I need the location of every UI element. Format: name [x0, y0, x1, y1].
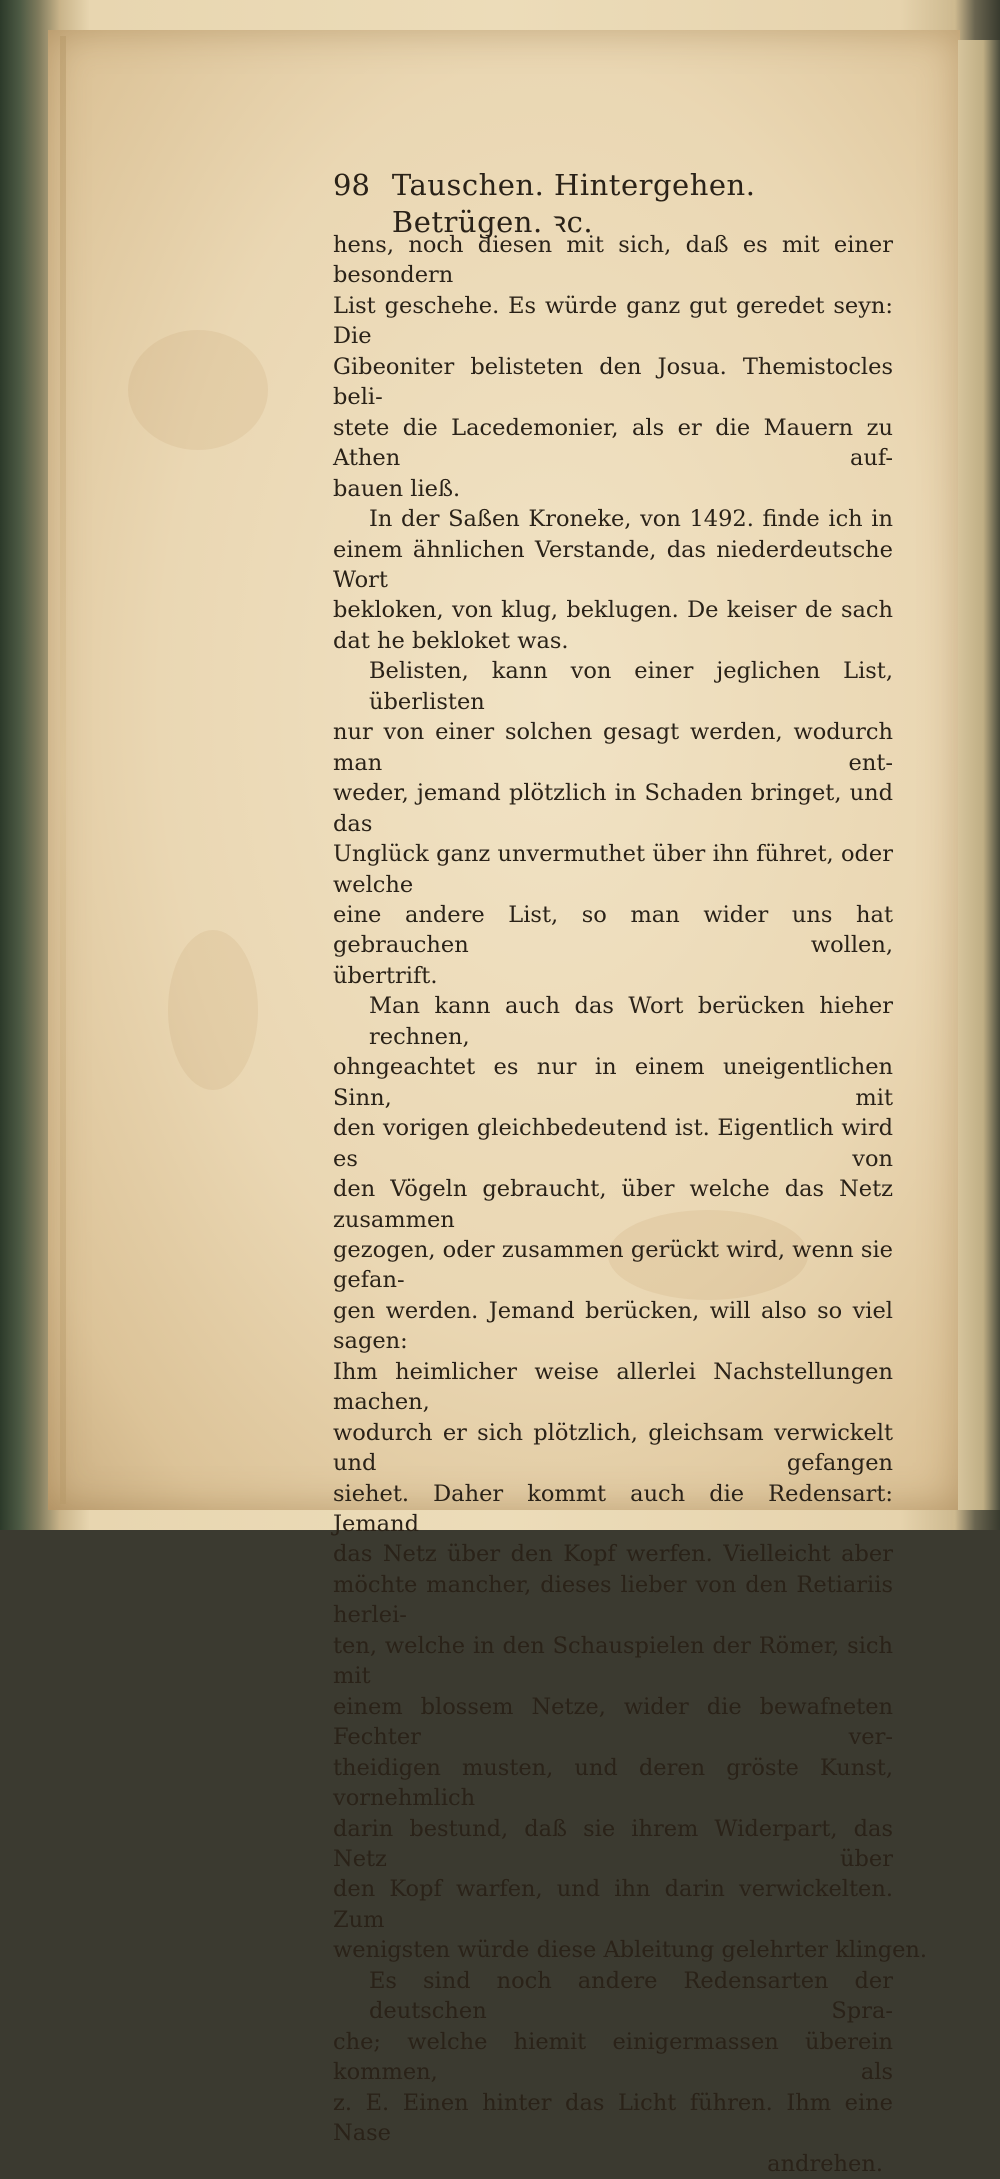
text-line: che; welche hiemit einigermassen überein kommen, als [333, 2028, 893, 2086]
text-line: ohngeachtet es nur in einem uneigentlichen Sinn, mit [333, 1054, 893, 1111]
text-line: Unglück ganz unvermuthet über ihn führet, oder welche [333, 841, 893, 898]
text-line: In der Saßen Kroneke, von 1492. finde ich in [369, 506, 893, 533]
text-line: übertrift. [333, 962, 438, 989]
text-line: bekloken, von klug, beklugen. De keiser de sach [333, 597, 893, 624]
page-header [333, 168, 893, 239]
next-page-edge [958, 40, 1000, 1510]
text-line: nur von einer solchen gesagt werden, wodurch man ent- [333, 719, 893, 776]
text-line: stete die Lacedemonier, als er die Mauern zu Athen auf- [333, 414, 893, 472]
text-line: weder, jemand plötzlich in Schaden bringet, und das [333, 780, 893, 837]
text-line: den Kopf warfen, und ihn darin verwickelten. Zum [333, 1876, 893, 1933]
text-line: siehet. Daher kommt auch die Redensart: Jemand [333, 1480, 893, 1538]
text-line: Gibeoniter belisteten den Josua. Themistocles beli- [333, 353, 893, 411]
text-line: das Netz über den Kopf werfen. Vielleicht aber [333, 1541, 893, 1568]
text-line: ten, welche in den Schauspielen der Römer, sich mit [333, 1632, 893, 1690]
text-line: Ihm heimlicher weise allerlei Nachstellungen machen, [333, 1358, 893, 1416]
page-edge [60, 36, 66, 1504]
text-line: eine andere List, so man wider uns hat gebrauchen wollen, [333, 901, 893, 959]
text-line: andrehen. [767, 2150, 883, 2177]
text-line: bauen ließ. [333, 475, 461, 502]
text-line: Es sind noch andere Redensarten der deutschen Spra- [369, 1967, 893, 2025]
text-line: Man kann auch das Wort berücken hieher rechnen, [369, 993, 893, 1050]
text-line: List geschehe. Es würde ganz gut geredet seyn: Die [333, 292, 893, 350]
body-text [333, 230, 928, 2179]
text-line: den Vögeln gebraucht, über welche das Netz zusammen [333, 1176, 893, 1233]
text-line: gezogen, oder zusammen gerückt wird, wenn sie gefan- [333, 1236, 893, 1294]
text-line: dat he bekloket was. [333, 627, 569, 654]
text-line: z. E. Einen hinter das Licht führen. Ihm eine Nase [333, 2089, 893, 2147]
text-line: theidigen musten, und deren gröste Kunst, vornehmlich [333, 1754, 893, 1812]
text-line: hens, noch diesen mit sich, daß es mit einer besondern [333, 232, 893, 289]
page-number: 98 [333, 168, 370, 202]
text-line: den vorigen gleichbedeutend ist. Eigentlich wird es von [333, 1115, 893, 1172]
paper-stain [128, 330, 268, 450]
text-line: gen werden. Jemand berücken, will also so viel sagen: [333, 1297, 893, 1355]
page-content [333, 168, 928, 2179]
paper-stain [168, 930, 258, 1090]
text-line: darin bestund, daß sie ihrem Widerpart, das Netz über [333, 1815, 893, 1873]
text-line: einem blossem Netze, wider die bewafneten Fechter ver- [333, 1693, 893, 1751]
running-head: Tauschen. Hintergehen. Betrügen. ꝛc. [391, 168, 756, 239]
text-line: möchte mancher, dieses lieber von den Retiariis herlei- [333, 1571, 893, 1629]
text-line: wodurch er sich plötzlich, gleichsam verwickelt und gefangen [333, 1419, 893, 1477]
text-line: einem ähnlichen Verstande, das niederdeutsche Wort [333, 536, 893, 593]
text-line: wenigsten würde diese Ableitung gelehrter klingen. [333, 1937, 928, 1964]
text-line: Belisten, kann von einer jeglichen List, überlisten [369, 658, 893, 715]
